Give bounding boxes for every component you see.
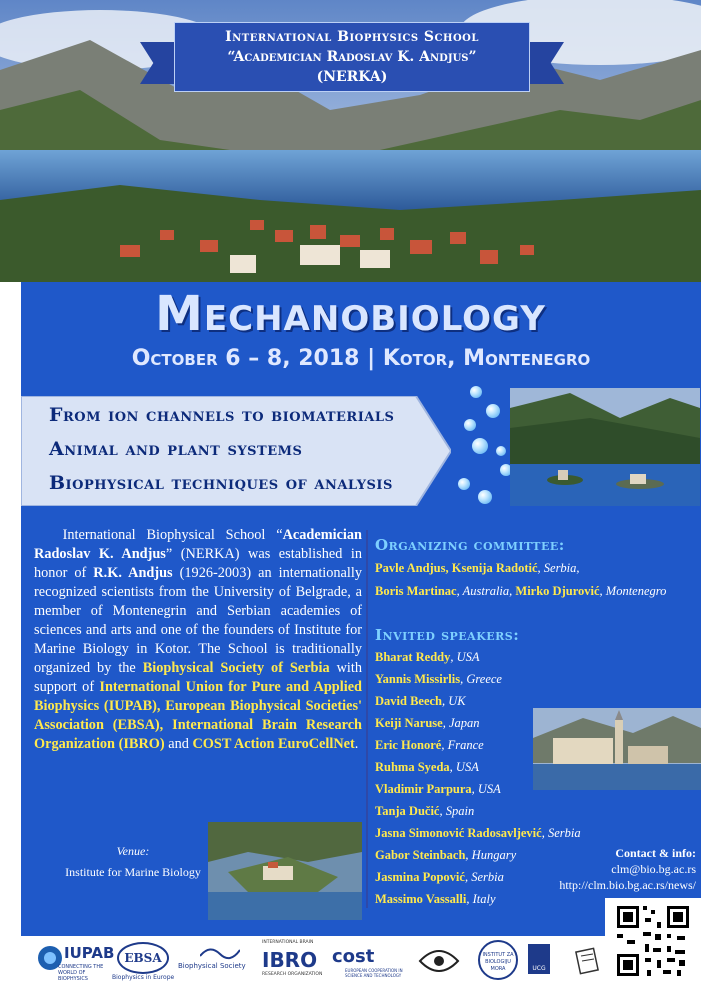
speaker-item [375, 672, 502, 687]
topic-2: Animal and plant systems [49, 438, 303, 460]
speaker-item [375, 870, 504, 885]
intro-honoree: Academician Radoslav K. Andjus [34, 527, 362, 562]
bubble [458, 478, 470, 490]
perast-photo [533, 708, 701, 790]
speaker-name: Jasmina Popović [375, 870, 465, 884]
speaker-item [375, 826, 581, 841]
venue-label: Venue: [116, 844, 150, 858]
bubble [472, 438, 488, 454]
bubble [478, 490, 492, 504]
speaker-country: , USA [471, 782, 501, 796]
speaker-item [375, 804, 474, 819]
logo-institut: INSTITUT ZA BIOLOGIJU MORA [478, 940, 518, 980]
speaker-country: , Serbia [541, 826, 581, 840]
speaker-country: , Serbia [464, 870, 504, 884]
speaker-name: Gabor Steinbach [375, 848, 466, 862]
school-title-banner [174, 22, 530, 92]
venue-photo [208, 822, 362, 920]
logo-ebsa-sub: Biophysics in Europe [112, 974, 175, 981]
intro-text: (1926-2003) an internationally recognized scientists from the University of Belgrade, a member of Montenegrin and Serbian academies of sciences and arts and one of the founders of Institute for Marine Biology in Kotor. The School is traditionally organized by the [34, 565, 362, 676]
speaker-name: Eric Honoré [375, 738, 442, 752]
qr-code[interactable] [605, 898, 701, 984]
speaker-name: Ruhma Syeda [375, 760, 450, 774]
speaker-name: Massimo Vassalli [375, 892, 467, 906]
speaker-country: , France [441, 738, 484, 752]
intro-cost: COST Action EuroCellNet [192, 736, 355, 752]
contact-url[interactable]: http://clm.bio.bg.ac.rs/news/ [559, 878, 696, 892]
organizing-row [375, 561, 580, 576]
page-title: Mechanobiology [155, 286, 546, 342]
speaker-country: , Spain [439, 804, 475, 818]
biophysical-society-wave-icon [200, 944, 240, 962]
school-honoree: “Academician Radoslav K. Andjus” [227, 49, 477, 65]
speaker-country: , USA [450, 650, 480, 664]
speaker-country: , Hungary [465, 848, 517, 862]
speaker-name: Jasna Simonović Radosavljević [375, 826, 542, 840]
logo-biophysical-society: Biophysical Society [178, 962, 246, 970]
speaker-country: , UK [442, 694, 466, 708]
speaker-country: , Italy [466, 892, 496, 906]
logo-cost-sub: EUROPEAN COOPERATION IN SCIENCE AND TECHNOLOGY [345, 968, 403, 978]
speaker-name: Tanja Dučić [375, 804, 440, 818]
organizer-country: , Australia, [456, 584, 516, 598]
intro-text: ” (NERKA) was established in honor of [34, 546, 362, 581]
intro-paragraph [34, 526, 362, 754]
topics-arrow [21, 396, 451, 506]
venue-name: Institute for Marine Biology [65, 865, 201, 879]
speaker-item [375, 782, 501, 797]
speaker-name: David Beech [375, 694, 443, 708]
organizer-country: , Serbia, [537, 561, 580, 575]
logo-iupab: IUPAB [64, 944, 115, 962]
bubble [464, 419, 476, 431]
logo-ucg: UCG [528, 944, 550, 974]
intro-text: and [164, 736, 193, 752]
logo-cost: cost [332, 946, 375, 967]
island-photo [510, 388, 700, 506]
topic-3: Biophysical techniques of analysis [49, 472, 393, 494]
speaker-country: , Japan [442, 716, 480, 730]
contact-email[interactable]: clm@bio.bg.ac.rs [611, 862, 696, 876]
speaker-item [375, 650, 480, 665]
speaker-item [375, 892, 496, 907]
intro-text: . [354, 736, 359, 752]
bubble [486, 404, 500, 418]
speaker-item [375, 716, 480, 731]
intro-bss-link: Biophysical Society of Serbia [142, 660, 330, 676]
speaker-country: , Greece [460, 672, 502, 686]
organizer-name: Boris Martinac [375, 584, 457, 598]
intro-text: International Biophysical School “ [62, 527, 283, 543]
bubble [496, 446, 506, 456]
speaker-item [375, 738, 484, 753]
intro-supporters: International Union for Pure and Applied Biophysics (IUPAB), European Biophysical Societies' Association (EBSA), International Brain Research Organization (IBRO) [34, 679, 362, 752]
organizer-country: , Montenegro [599, 584, 667, 598]
contact-block [540, 845, 696, 893]
speaker-name: Yannis Missirlis [375, 672, 461, 686]
logo-ebsa: EBSA [117, 942, 169, 974]
speakers-heading: Invited speakers: [375, 626, 520, 644]
speaker-item [375, 760, 479, 775]
date-location: October 6 – 8, 2018 | Kotor, Montenegro [131, 346, 591, 371]
eye-logo-icon [418, 946, 460, 976]
logo-ibro-top: INTERNATIONAL BRAIN [262, 940, 314, 945]
speaker-name: Vladimir Parpura [375, 782, 472, 796]
sponsor-logos [0, 936, 605, 991]
logo-ibro: IBRO [262, 948, 318, 972]
school-acronym: (NERKA) [316, 69, 388, 85]
logo-iupab-sub: CONNECTING THE WORLD OF BIOPHYSICS [58, 964, 104, 982]
organizer-names: Pavle Andjus, Ksenija Radotić [375, 561, 538, 575]
school-name: International Biophysics School [225, 29, 479, 45]
speaker-name: Keiji Naruse [375, 716, 443, 730]
organizing-heading: Organizing committee: [375, 536, 565, 554]
contact-label: Contact & info: [615, 846, 696, 860]
logo-ibro-sub: RESEARCH ORGANIZATION [262, 972, 323, 977]
document-stamp-icon [572, 946, 602, 976]
speaker-item [375, 848, 516, 863]
organizer-name: Mirko Djurović [515, 584, 600, 598]
intro-text: with support of [34, 660, 362, 695]
column-divider [366, 530, 368, 908]
organizing-row [375, 584, 666, 599]
bubble [470, 386, 482, 398]
topic-1: From ion channels to biomaterials [49, 404, 395, 426]
speaker-country: , USA [449, 760, 479, 774]
intro-andjus: R.K. Andjus [93, 565, 173, 581]
speaker-item [375, 694, 466, 709]
speaker-name: Bharat Reddy [375, 650, 451, 664]
